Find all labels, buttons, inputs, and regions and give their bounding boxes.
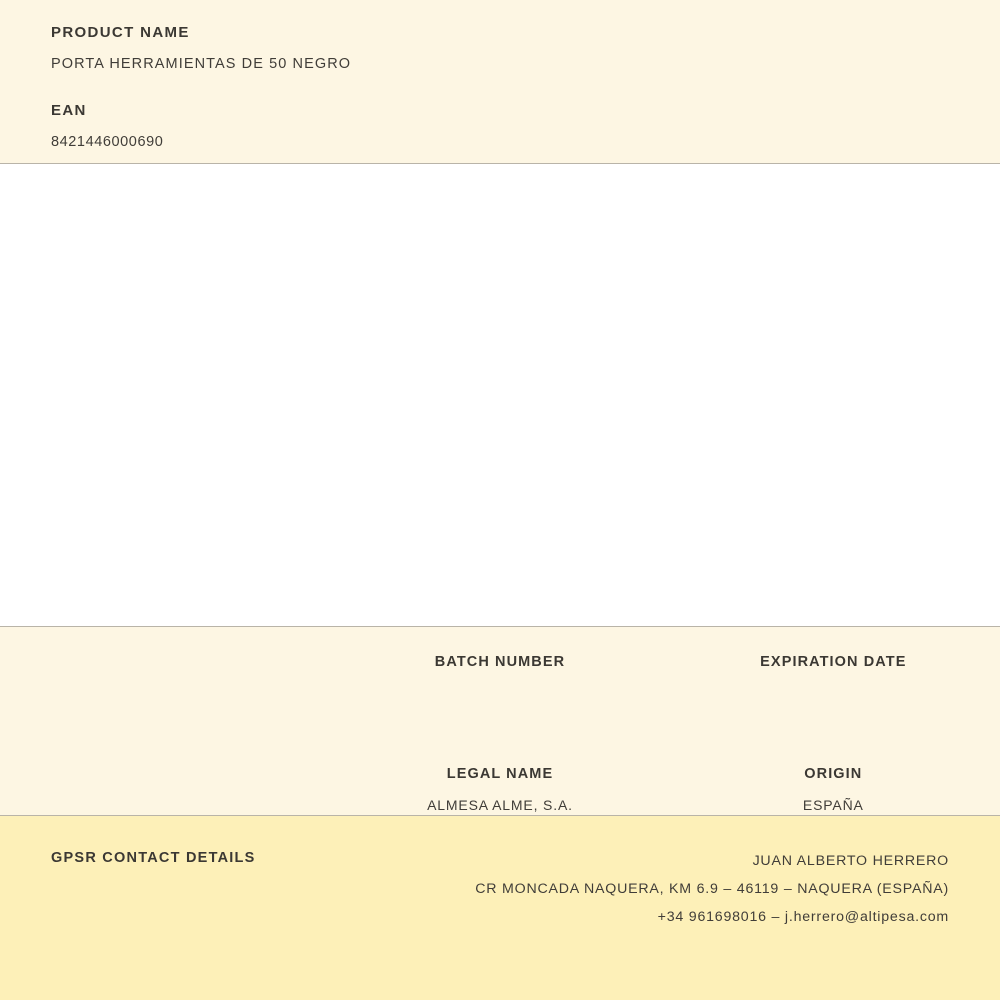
expiration-date-value [667, 683, 1000, 700]
batch-number-label: BATCH NUMBER [434, 654, 566, 670]
gpsr-contact-phone-email: +34 961698016 – j.herrero@altipesa.com [657, 908, 949, 925]
product-name-label: PRODUCT NAME [51, 24, 190, 41]
gpsr-contact-block [475, 848, 949, 931]
product-name-field [0, 22, 1000, 74]
ean-value: 8421446000690 [51, 134, 164, 151]
expiration-date-label: EXPIRATION DATE [760, 654, 907, 670]
gpsr-contact-name: JUAN ALBERTO HERRERO [752, 853, 949, 870]
origin-field [667, 764, 1000, 815]
product-details-section [0, 627, 1000, 816]
blank-content-area [0, 164, 1000, 627]
legal-name-field [333, 764, 666, 815]
gpsr-contact-address: CR MONCADA NAQUERA, KM 6.9 – 46119 – NAQUERA (ESPAÑA) [475, 880, 949, 897]
details-row [0, 652, 1000, 700]
gpsr-title: GPSR CONTACT DETAILS [51, 850, 256, 867]
origin-value: ESPAÑA [802, 796, 864, 813]
batch-number-field [333, 652, 666, 700]
batch-number-value [333, 683, 666, 700]
origin-label: ORIGIN [804, 766, 863, 783]
details-cell-empty-left [0, 652, 333, 700]
legal-name-label: LEGAL NAME [446, 766, 554, 783]
legal-name-value: ALMESA ALME, S.A. [427, 796, 573, 813]
gpsr-section [0, 816, 1000, 1000]
ean-label: EAN [51, 102, 87, 120]
product-name-value: PORTA HERRAMIENTAS DE 50 NEGRO [51, 56, 352, 72]
expiration-date-field [667, 652, 1000, 700]
ean-field [0, 100, 1000, 152]
details-row [0, 764, 1000, 815]
details-cell-empty-left-2 [0, 764, 333, 815]
product-header-section [0, 0, 1000, 164]
